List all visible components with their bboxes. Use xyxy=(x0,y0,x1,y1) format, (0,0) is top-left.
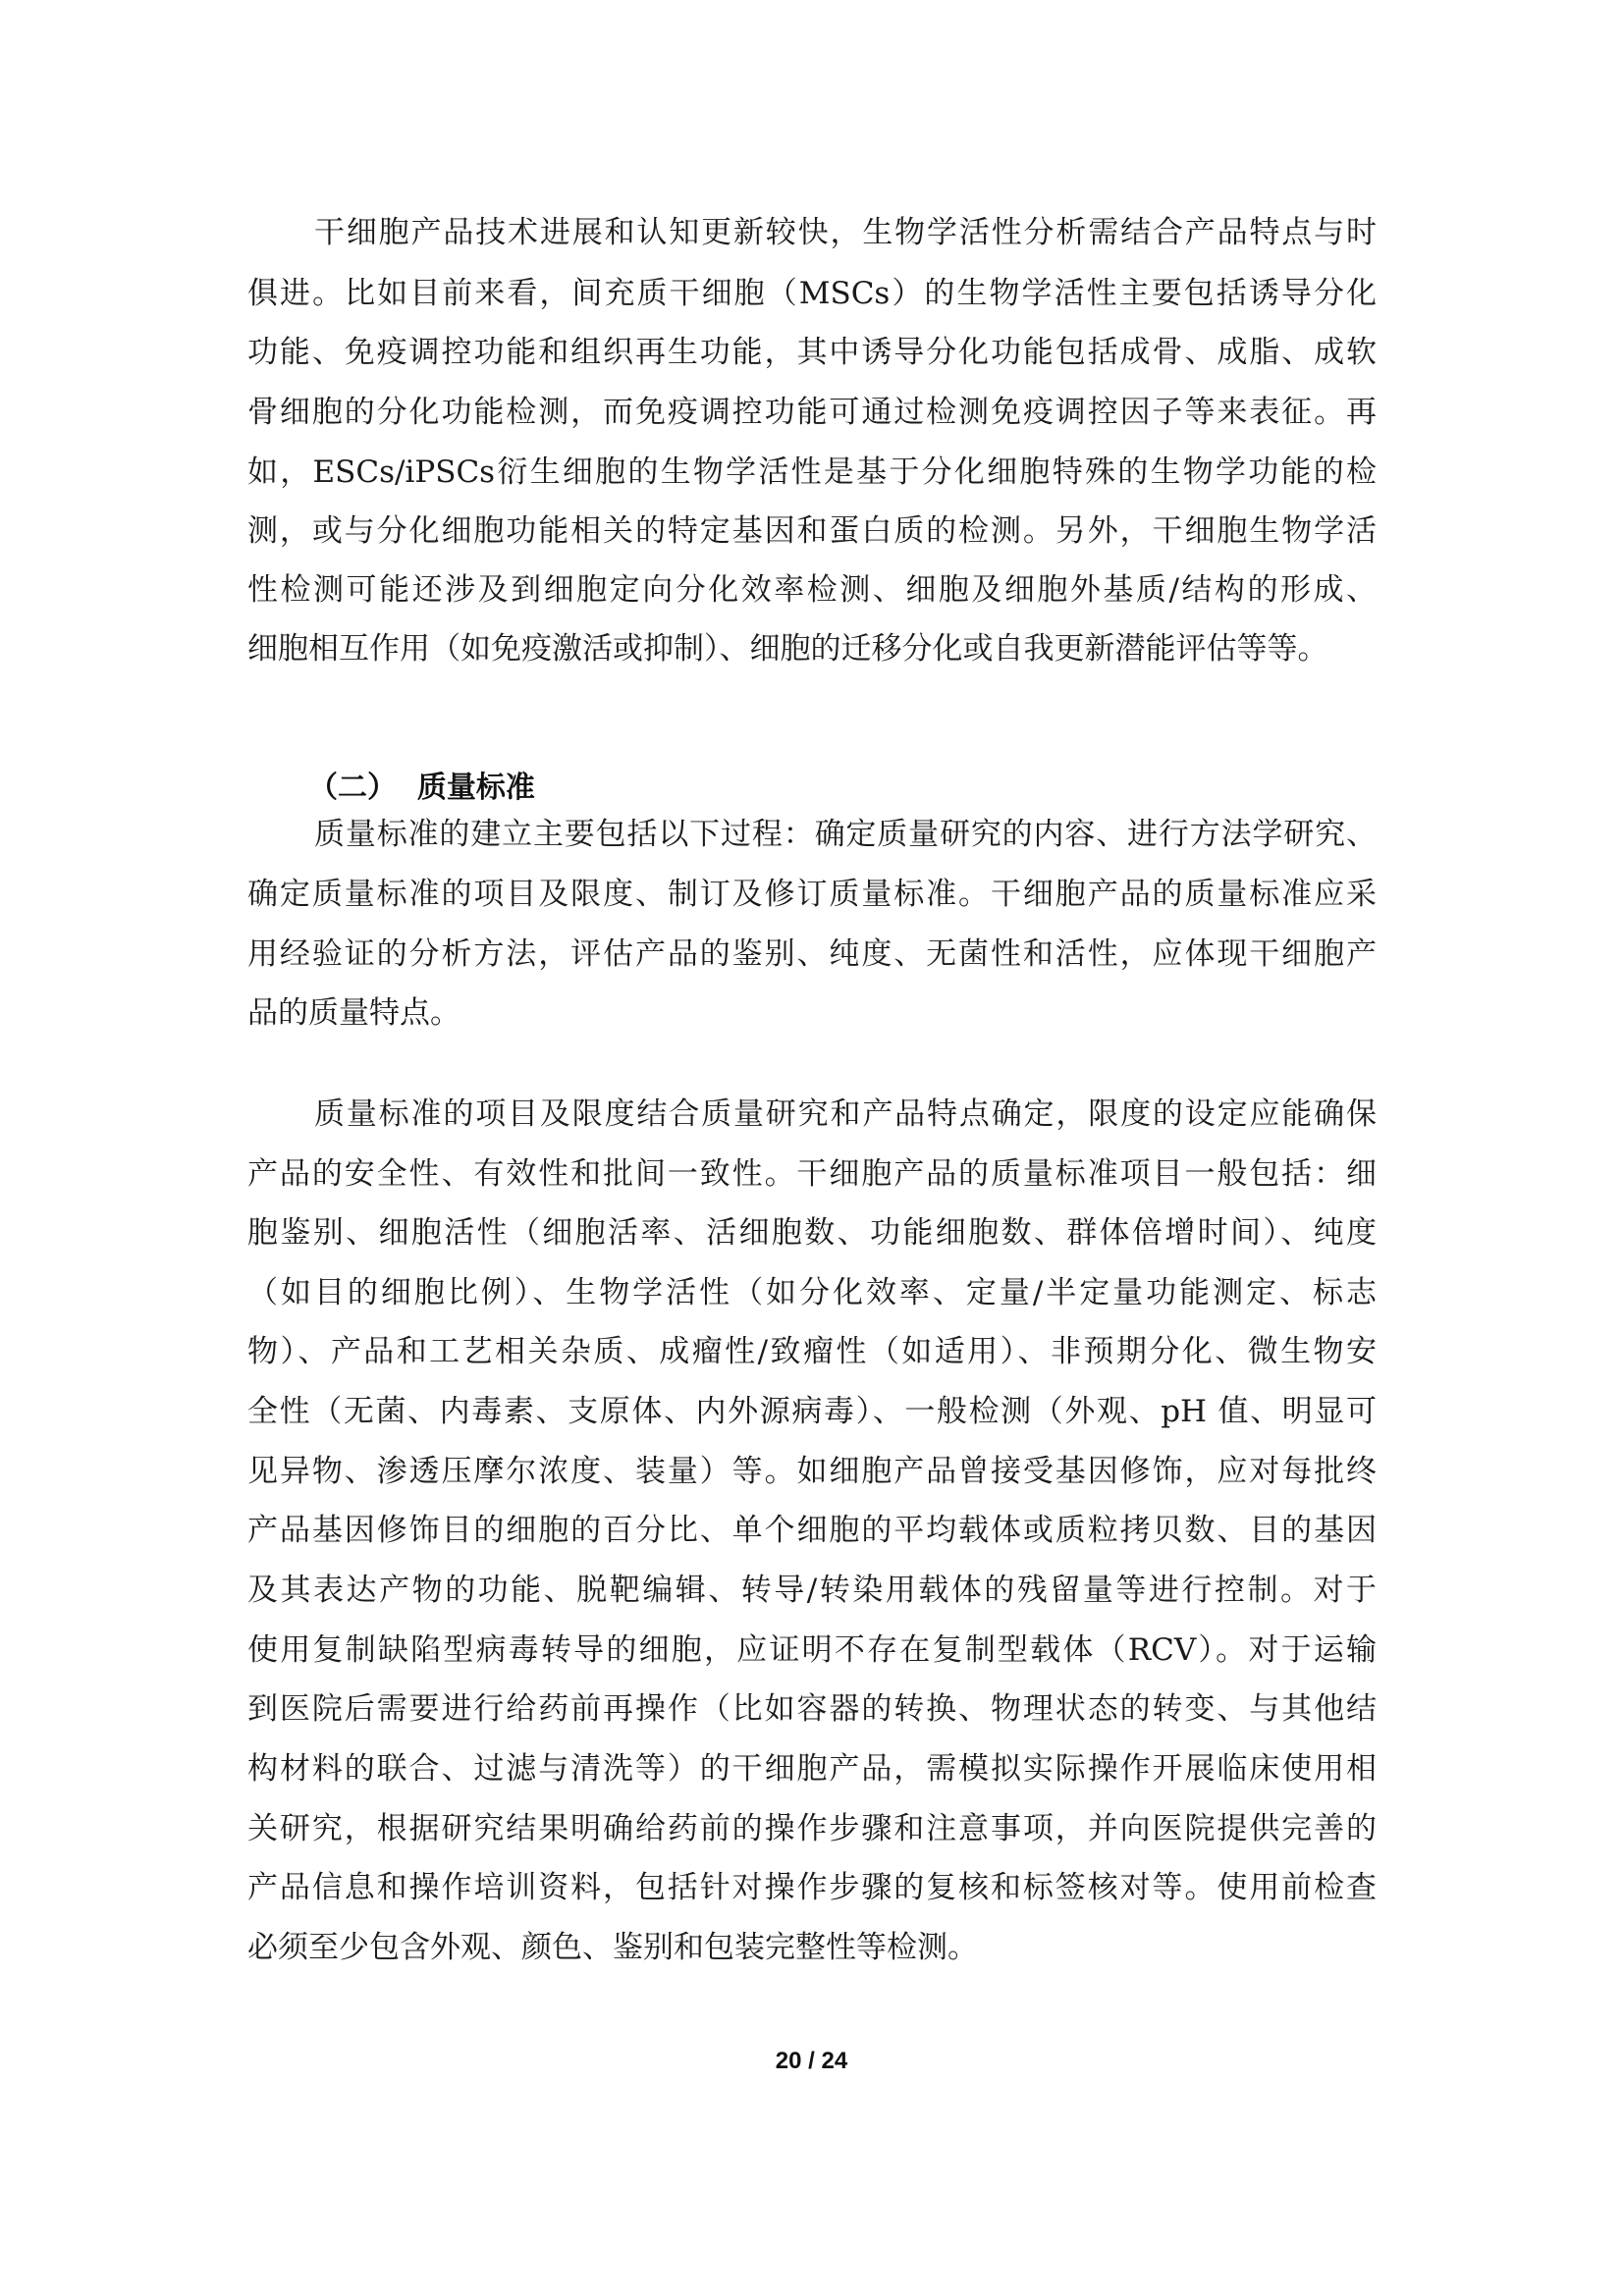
text-line: 产品的安全性、有效性和批间一致性。干细胞产品的质量标准项目一般包括：细 xyxy=(247,1156,1377,1192)
text-line: 胞鉴别、细胞活性（细胞活率、活细胞数、功能细胞数、群体倍增时间）、纯度 xyxy=(247,1215,1377,1251)
text-line: 必须至少包含外观、颜色、鉴别和包装完整性等检测。 xyxy=(247,1930,978,1965)
text-line: 骨细胞的分化功能检测，而免疫调控功能可通过检测免疫调控因子等来表征。再 xyxy=(247,395,1377,430)
text-line: 干细胞产品技术进展和认知更新较快，生物学活性分析需结合产品特点与时 xyxy=(314,215,1377,250)
text-line: 关研究，根据研究结果明确给药前的操作步骤和注意事项，并向医院提供完善的 xyxy=(247,1811,1377,1846)
text-line: 功能、免疫调控功能和组织再生功能，其中诱导分化功能包括成骨、成脂、成软 xyxy=(247,335,1377,370)
text-line: 构材料的联合、过滤与清洗等）的干细胞产品，需模拟实际操作开展临床使用相 xyxy=(247,1751,1377,1787)
text-line: 见异物、渗透压摩尔浓度、装量）等。如细胞产品曾接受基因修饰，应对每批终 xyxy=(247,1454,1377,1489)
text-line: 测，或与分化细胞功能相关的特定基因和蛋白质的检测。另外，干细胞生物学活 xyxy=(247,513,1377,549)
text-line: 全性（无菌、内毒素、支原体、内外源病毒）、一般检测（外观、pH 值、明显可 xyxy=(247,1394,1377,1429)
text-line: 确定质量标准的项目及限度、制订及修订质量标准。干细胞产品的质量标准应采 xyxy=(247,877,1377,912)
page-number: 20 / 24 xyxy=(775,2048,848,2074)
text-line: 性检测可能还涉及到细胞定向分化效率检测、细胞及细胞外基质/结构的形成、 xyxy=(247,572,1377,608)
text-line: 如，ESCs/iPSCs衍生细胞的生物学活性是基于分化细胞特殊的生物学功能的检 xyxy=(247,454,1377,490)
text-line: 品的质量特点。 xyxy=(247,995,460,1031)
text-line: 使用复制缺陷型病毒转导的细胞，应证明不存在复制型载体（RCV）。对于运输 xyxy=(247,1632,1377,1668)
text-line: 到医院后需要进行给药前再操作（比如容器的转换、物理状态的转变、与其他结 xyxy=(247,1691,1377,1727)
text-line: 质量标准的项目及限度结合质量研究和产品特点确定，限度的设定应能确保 xyxy=(314,1096,1377,1132)
text-line: 细胞相互作用（如免疫激活或抑制）、细胞的迁移分化或自我更新潜能评估等等。 xyxy=(247,631,1328,667)
text-line: 及其表达产物的功能、脱靶编辑、转导/转染用载体的残留量等进行控制。对于 xyxy=(247,1573,1377,1608)
text-line: （如目的细胞比例）、生物学活性（如分化效率、定量/半定量功能测定、标志 xyxy=(247,1275,1377,1310)
text-line: 产品基因修饰目的细胞的百分比、单个细胞的平均载体或质粒拷贝数、目的基因 xyxy=(247,1513,1377,1548)
text-line: 质量标准的建立主要包括以下过程：确定质量研究的内容、进行方法学研究、 xyxy=(314,817,1377,852)
section-heading: （二） 质量标准 xyxy=(308,771,535,805)
text-line: 产品信息和操作培训资料，包括针对操作步骤的复核和标签核对等。使用前检查 xyxy=(247,1870,1377,1905)
text-line: 物）、产品和工艺相关杂质、成瘤性/致瘤性（如适用）、非预期分化、微生物安 xyxy=(247,1334,1377,1369)
text-line: 用经验证的分析方法，评估产品的鉴别、纯度、无菌性和活性，应体现干细胞产 xyxy=(247,936,1377,972)
text-line: 俱进。比如目前来看，间充质干细胞（MSCs）的生物学活性主要包括诱导分化 xyxy=(247,276,1377,311)
